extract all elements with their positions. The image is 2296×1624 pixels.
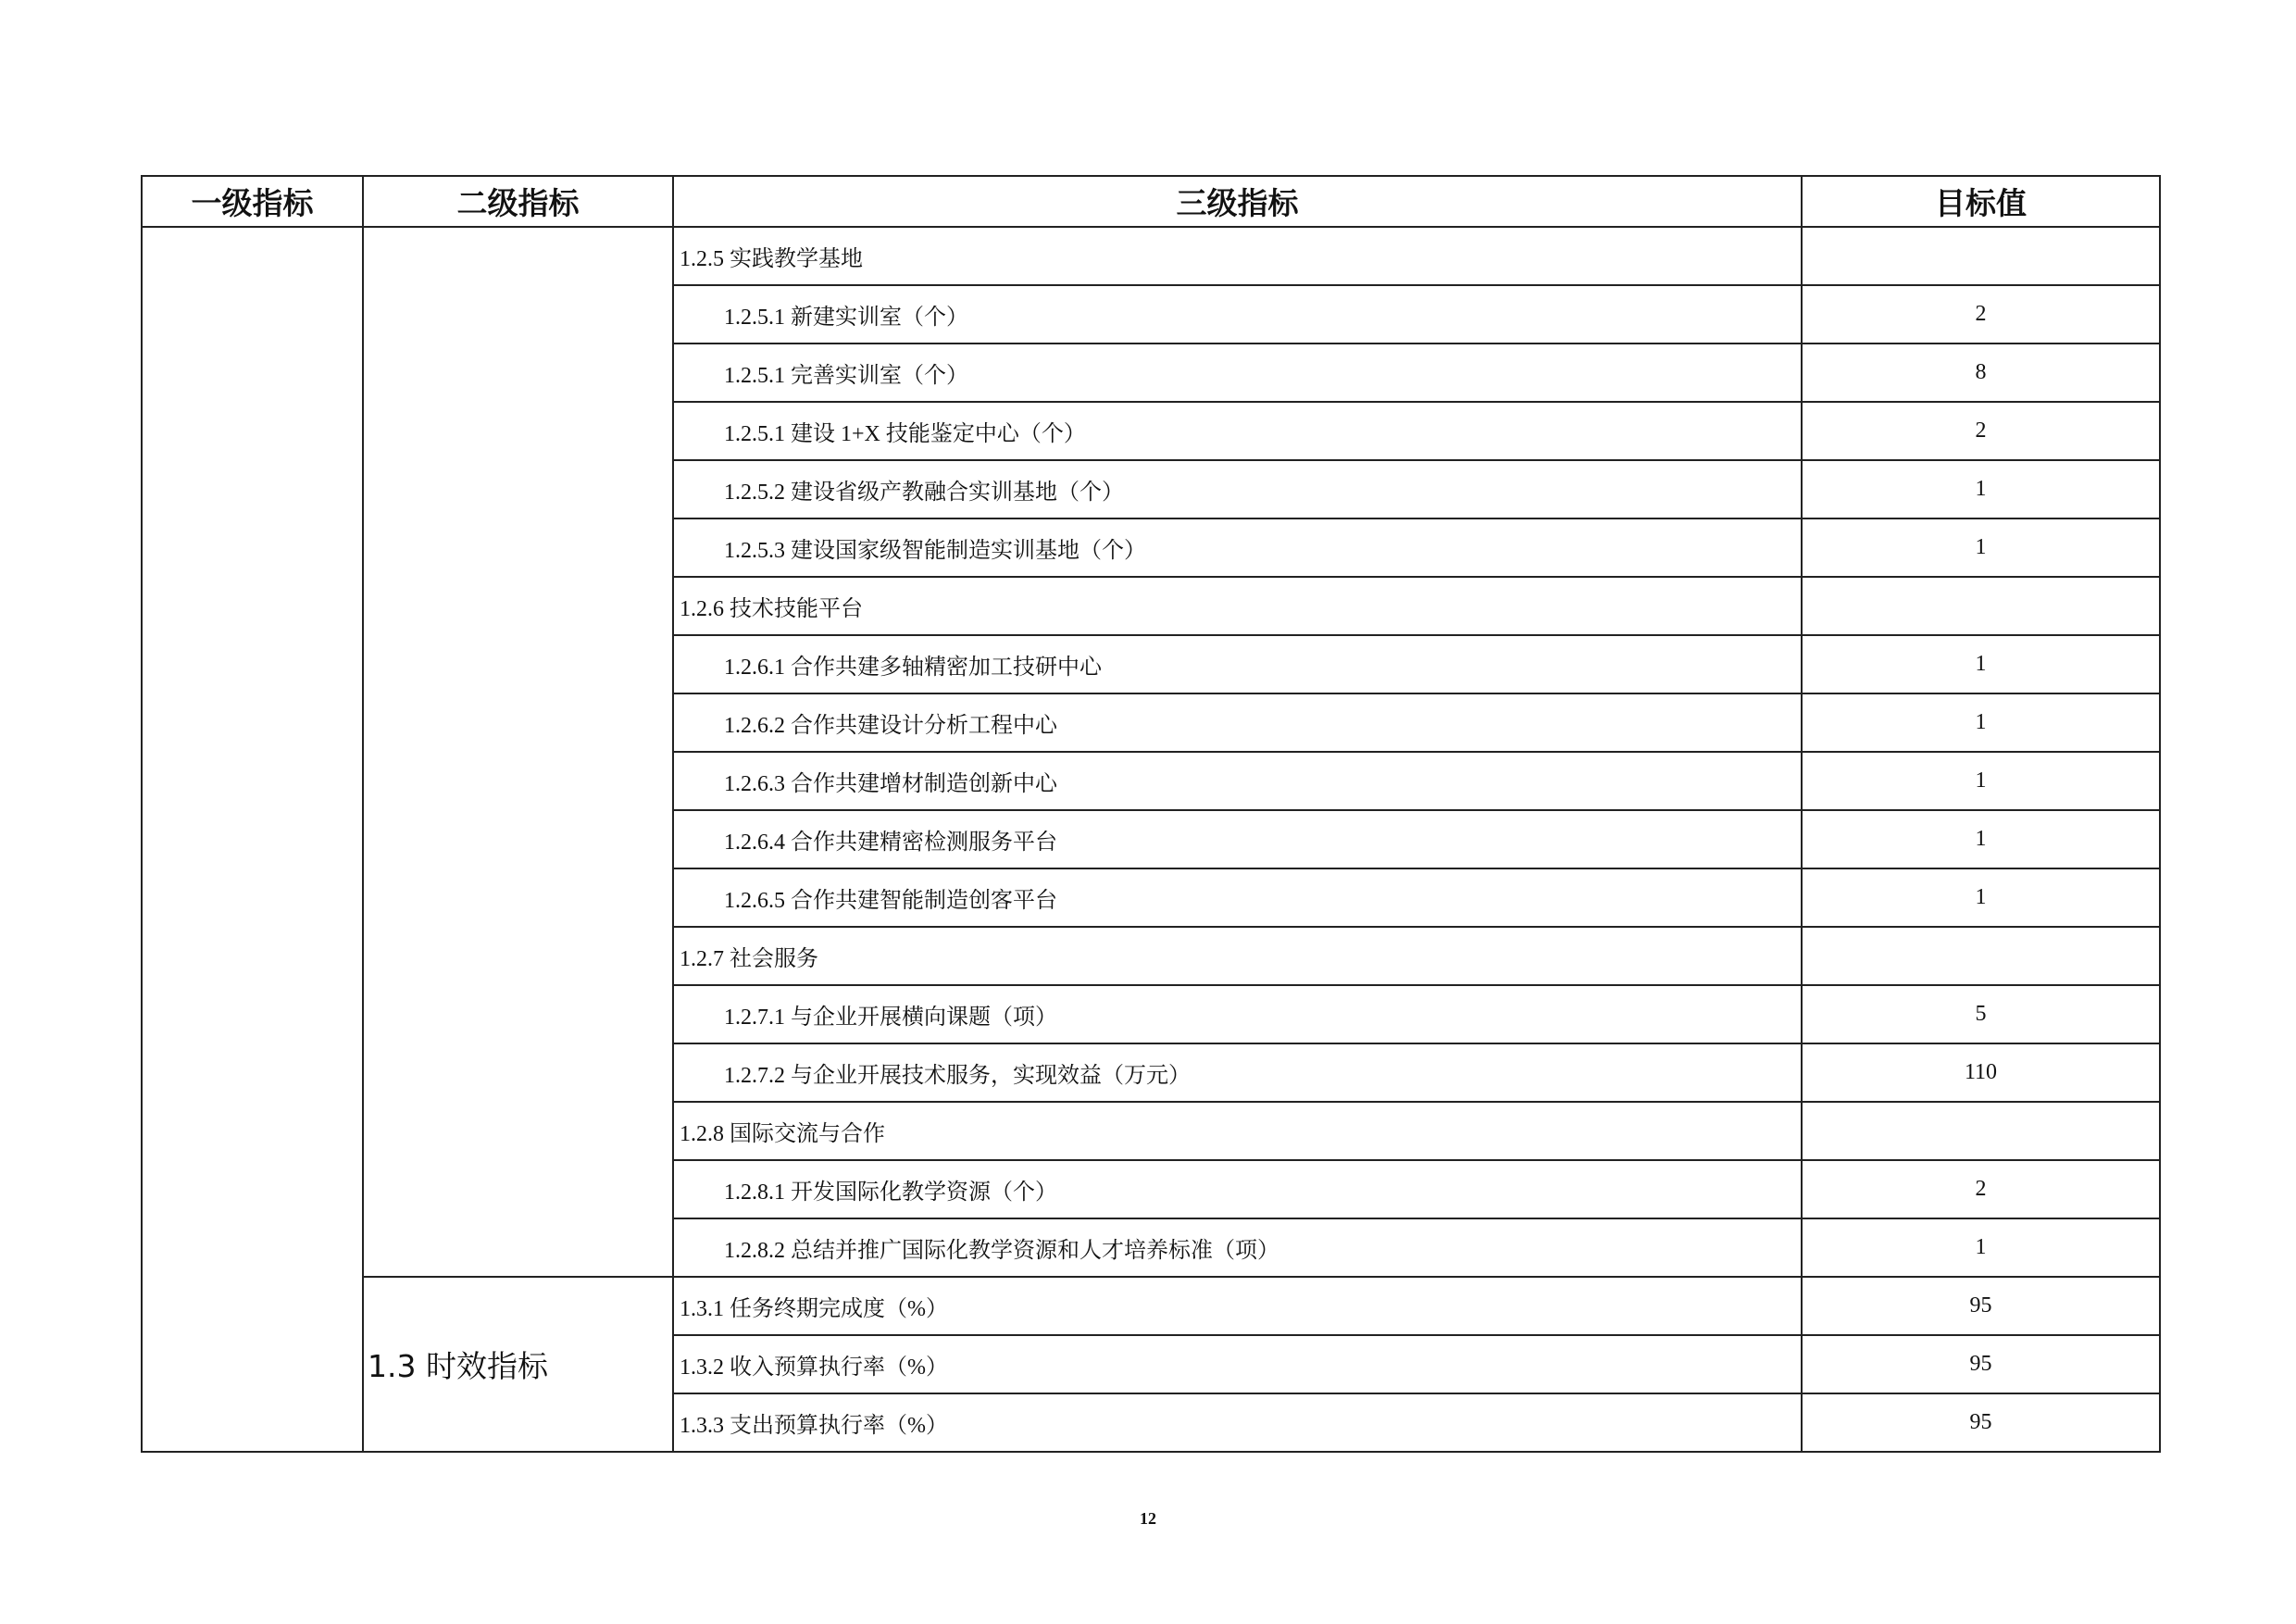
level2-timeliness-label: 1.3 时效指标	[363, 1277, 673, 1452]
level3-group-label: 1.2.8 国际交流与合作	[673, 1102, 1802, 1160]
target-value: 2	[1802, 1160, 2160, 1218]
target-value	[1802, 227, 2160, 285]
level3-label: 1.2.6.1 合作共建多轴精密加工技研中心	[673, 635, 1802, 693]
target-value: 2	[1802, 285, 2160, 344]
header-level3: 三级指标	[673, 176, 1802, 227]
level3-group-label: 1.2.5 实践教学基地	[673, 227, 1802, 285]
level3-label: 1.2.7.1 与企业开展横向课题（项）	[673, 985, 1802, 1043]
level3-label: 1.2.6.5 合作共建智能制造创客平台	[673, 868, 1802, 927]
table-header-row	[142, 176, 2160, 227]
level3-label: 1.3.1 任务终期完成度（%）	[673, 1277, 1802, 1335]
header-target: 目标值	[1802, 176, 2160, 227]
level3-label: 1.2.5.1 新建实训室（个）	[673, 285, 1802, 344]
target-value: 1	[1802, 752, 2160, 810]
target-value: 1	[1802, 460, 2160, 518]
target-value	[1802, 1102, 2160, 1160]
target-value: 8	[1802, 344, 2160, 402]
target-value: 95	[1802, 1335, 2160, 1393]
target-value: 5	[1802, 985, 2160, 1043]
indicator-table	[141, 175, 2161, 1453]
level3-label: 1.2.6.3 合作共建增材制造创新中心	[673, 752, 1802, 810]
level3-label: 1.2.7.2 与企业开展技术服务，实现效益（万元）	[673, 1043, 1802, 1102]
target-value: 1	[1802, 518, 2160, 577]
level3-label: 1.2.8.2 总结并推广国际化教学资源和人才培养标准（项）	[673, 1218, 1802, 1277]
level3-label: 1.2.5.3 建设国家级智能制造实训基地（个）	[673, 518, 1802, 577]
header-level2: 二级指标	[363, 176, 673, 227]
level3-label: 1.2.6.4 合作共建精密检测服务平台	[673, 810, 1802, 868]
level3-label: 1.2.6.2 合作共建设计分析工程中心	[673, 693, 1802, 752]
target-value: 1	[1802, 1218, 2160, 1277]
level3-label: 1.3.3 支出预算执行率（%）	[673, 1393, 1802, 1452]
level3-group-label: 1.2.6 技术技能平台	[673, 577, 1802, 635]
level3-label: 1.2.8.1 开发国际化教学资源（个）	[673, 1160, 1802, 1218]
target-value: 1	[1802, 635, 2160, 693]
target-value	[1802, 577, 2160, 635]
target-value: 1	[1802, 693, 2160, 752]
level3-label: 1.3.2 收入预算执行率（%）	[673, 1335, 1802, 1393]
target-value: 110	[1802, 1043, 2160, 1102]
level3-group-label: 1.2.7 社会服务	[673, 927, 1802, 985]
level3-label: 1.2.5.1 完善实训室（个）	[673, 344, 1802, 402]
target-value: 95	[1802, 1277, 2160, 1335]
target-value: 2	[1802, 402, 2160, 460]
table-row	[142, 1277, 2160, 1335]
level2-cell	[363, 227, 673, 1277]
level3-label: 1.2.5.2 建设省级产教融合实训基地（个）	[673, 460, 1802, 518]
target-value	[1802, 927, 2160, 985]
table-row	[142, 227, 2160, 285]
target-value: 1	[1802, 868, 2160, 927]
level1-cell	[142, 227, 363, 1452]
target-value: 95	[1802, 1393, 2160, 1452]
level3-label: 1.2.5.1 建设 1+X 技能鉴定中心（个）	[673, 402, 1802, 460]
header-level1: 一级指标	[142, 176, 363, 227]
page-number: 12	[1140, 1509, 1156, 1528]
target-value: 1	[1802, 810, 2160, 868]
